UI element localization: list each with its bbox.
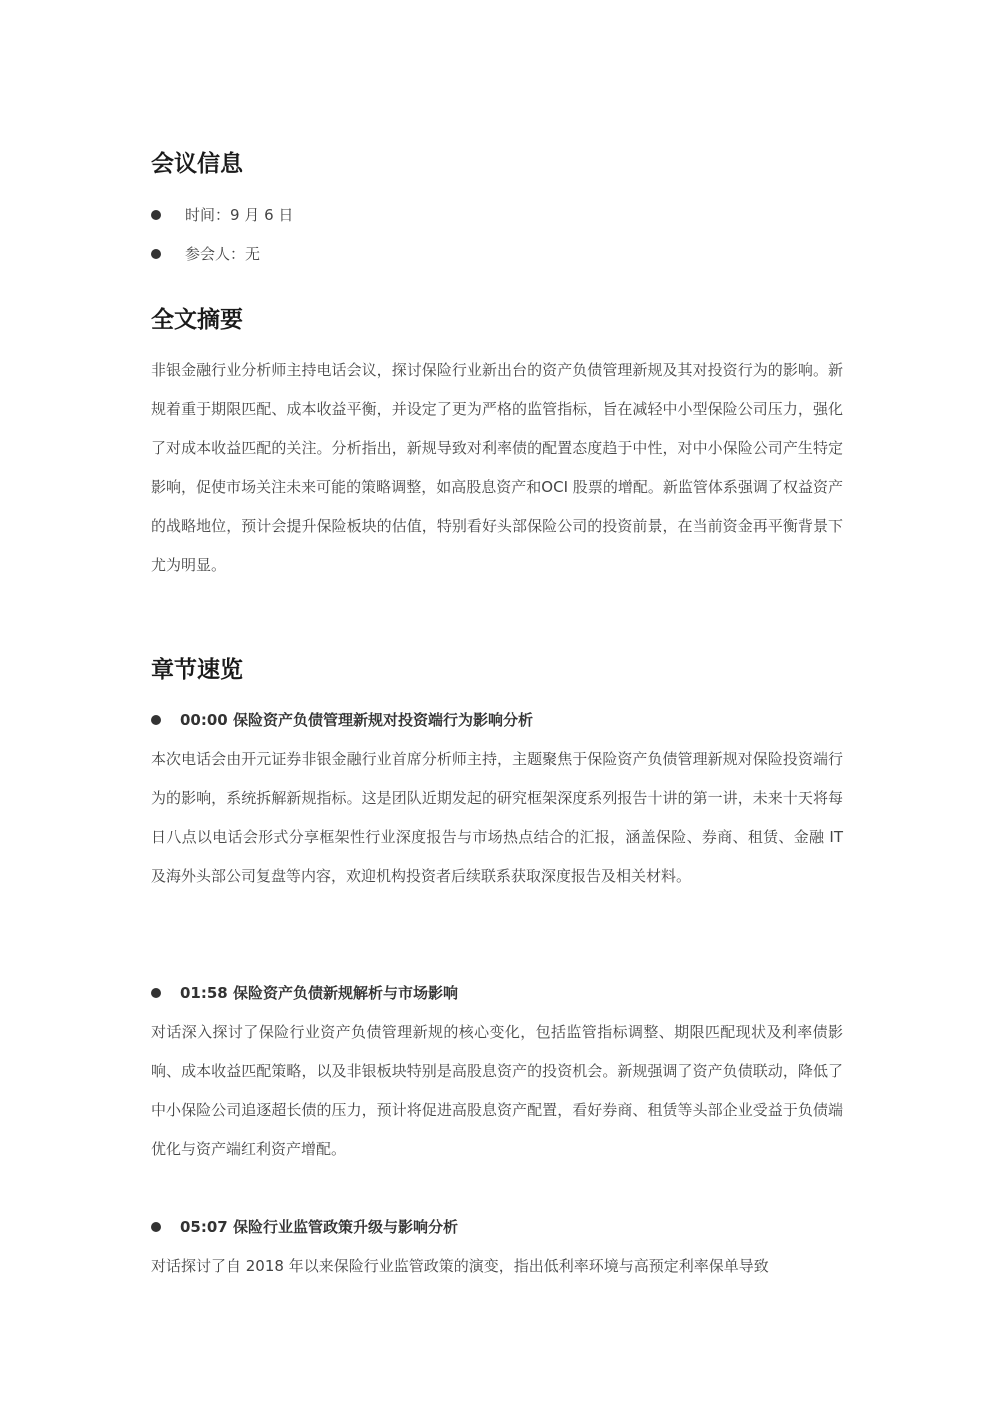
- bullet-icon: [151, 988, 161, 998]
- chapter-3-text: 对话探讨了自 2018 年以来保险行业监管政策的演变，指出低利率环境与高预定利率保单导致: [151, 1257, 769, 1275]
- bullet-icon: [151, 210, 161, 220]
- chapter-2-text: 对话深入探讨了保险行业资产负债管理新规的核心变化，包括监管指标调整、期限匹配现状及利率债影响、成本收益匹配策略，以及非银板块特别是高股息资产的投资机会。新规强调了资产负债联动，降低了中小保险公司追逐超长债的压力，预计将促进高股息资产配置，看好券商、租赁等头部企业受益于负债端优化与资产端红利资产增配。: [151, 1023, 843, 1158]
- chapter-1-text: 本次电话会由开元证券非银金融行业首席分析师主持，主题聚焦于保险资产负债管理新规对保险投资端行为的影响，系统拆解新规指标。这是团队近期发起的研究框架深度系列报告十讲的第一讲，未来十天将每日八点以电话会形式分享框架性行业深度报告与市场热点结合的汇报，涵盖保险、券商、租赁、金融 IT 及海外头部公司复盘等内容，欢迎机构投资者后续联系获取深度报告及相关材料。: [151, 750, 843, 885]
- attendees-label: 参会人：: [185, 245, 246, 263]
- summary-heading: 全文摘要: [151, 307, 243, 333]
- chapters-heading: 章节速览: [151, 657, 243, 683]
- chapter-time: 01:58: [180, 984, 228, 1002]
- chapter-title: 保险资产负债新规解析与市场影响: [232, 984, 458, 1002]
- time-label: 时间：: [185, 206, 231, 224]
- bullet-icon: [151, 249, 161, 259]
- time-value: 9 月 6 日: [230, 206, 294, 224]
- bullet-icon: [151, 715, 161, 725]
- bullet-icon: [151, 1222, 161, 1232]
- chapter-title: 保险资产负债管理新规对投资端行为影响分析: [232, 711, 533, 729]
- chapter-time: 00:00: [180, 711, 228, 729]
- meeting-info-heading: 会议信息: [151, 151, 243, 177]
- summary-text: 非银金融行业分析师主持电话会议，探讨保险行业新出台的资产负债管理新规及其对投资行为的影响。新规着重于期限匹配、成本收益平衡，并设定了更为严格的监管指标，旨在减轻中小型保险公司压力，强化了对成本收益匹配的关注。分析指出，新规导致对利率债的配置态度趋于中性，对中小保险公司产生特定影响，促使市场关注未来可能的策略调整，如高股息资产和OCI 股票的增配。新监管体系强调了权益资产的战略地位，预计会提升保险板块的估值，特别看好头部保险公司的投资前景，在当前资金再平衡背景下尤为明显。: [151, 361, 843, 574]
- chapter-title: 保险行业监管政策升级与影响分析: [232, 1218, 458, 1236]
- chapter-time: 05:07: [180, 1218, 228, 1236]
- attendees-value: 无: [245, 245, 261, 263]
